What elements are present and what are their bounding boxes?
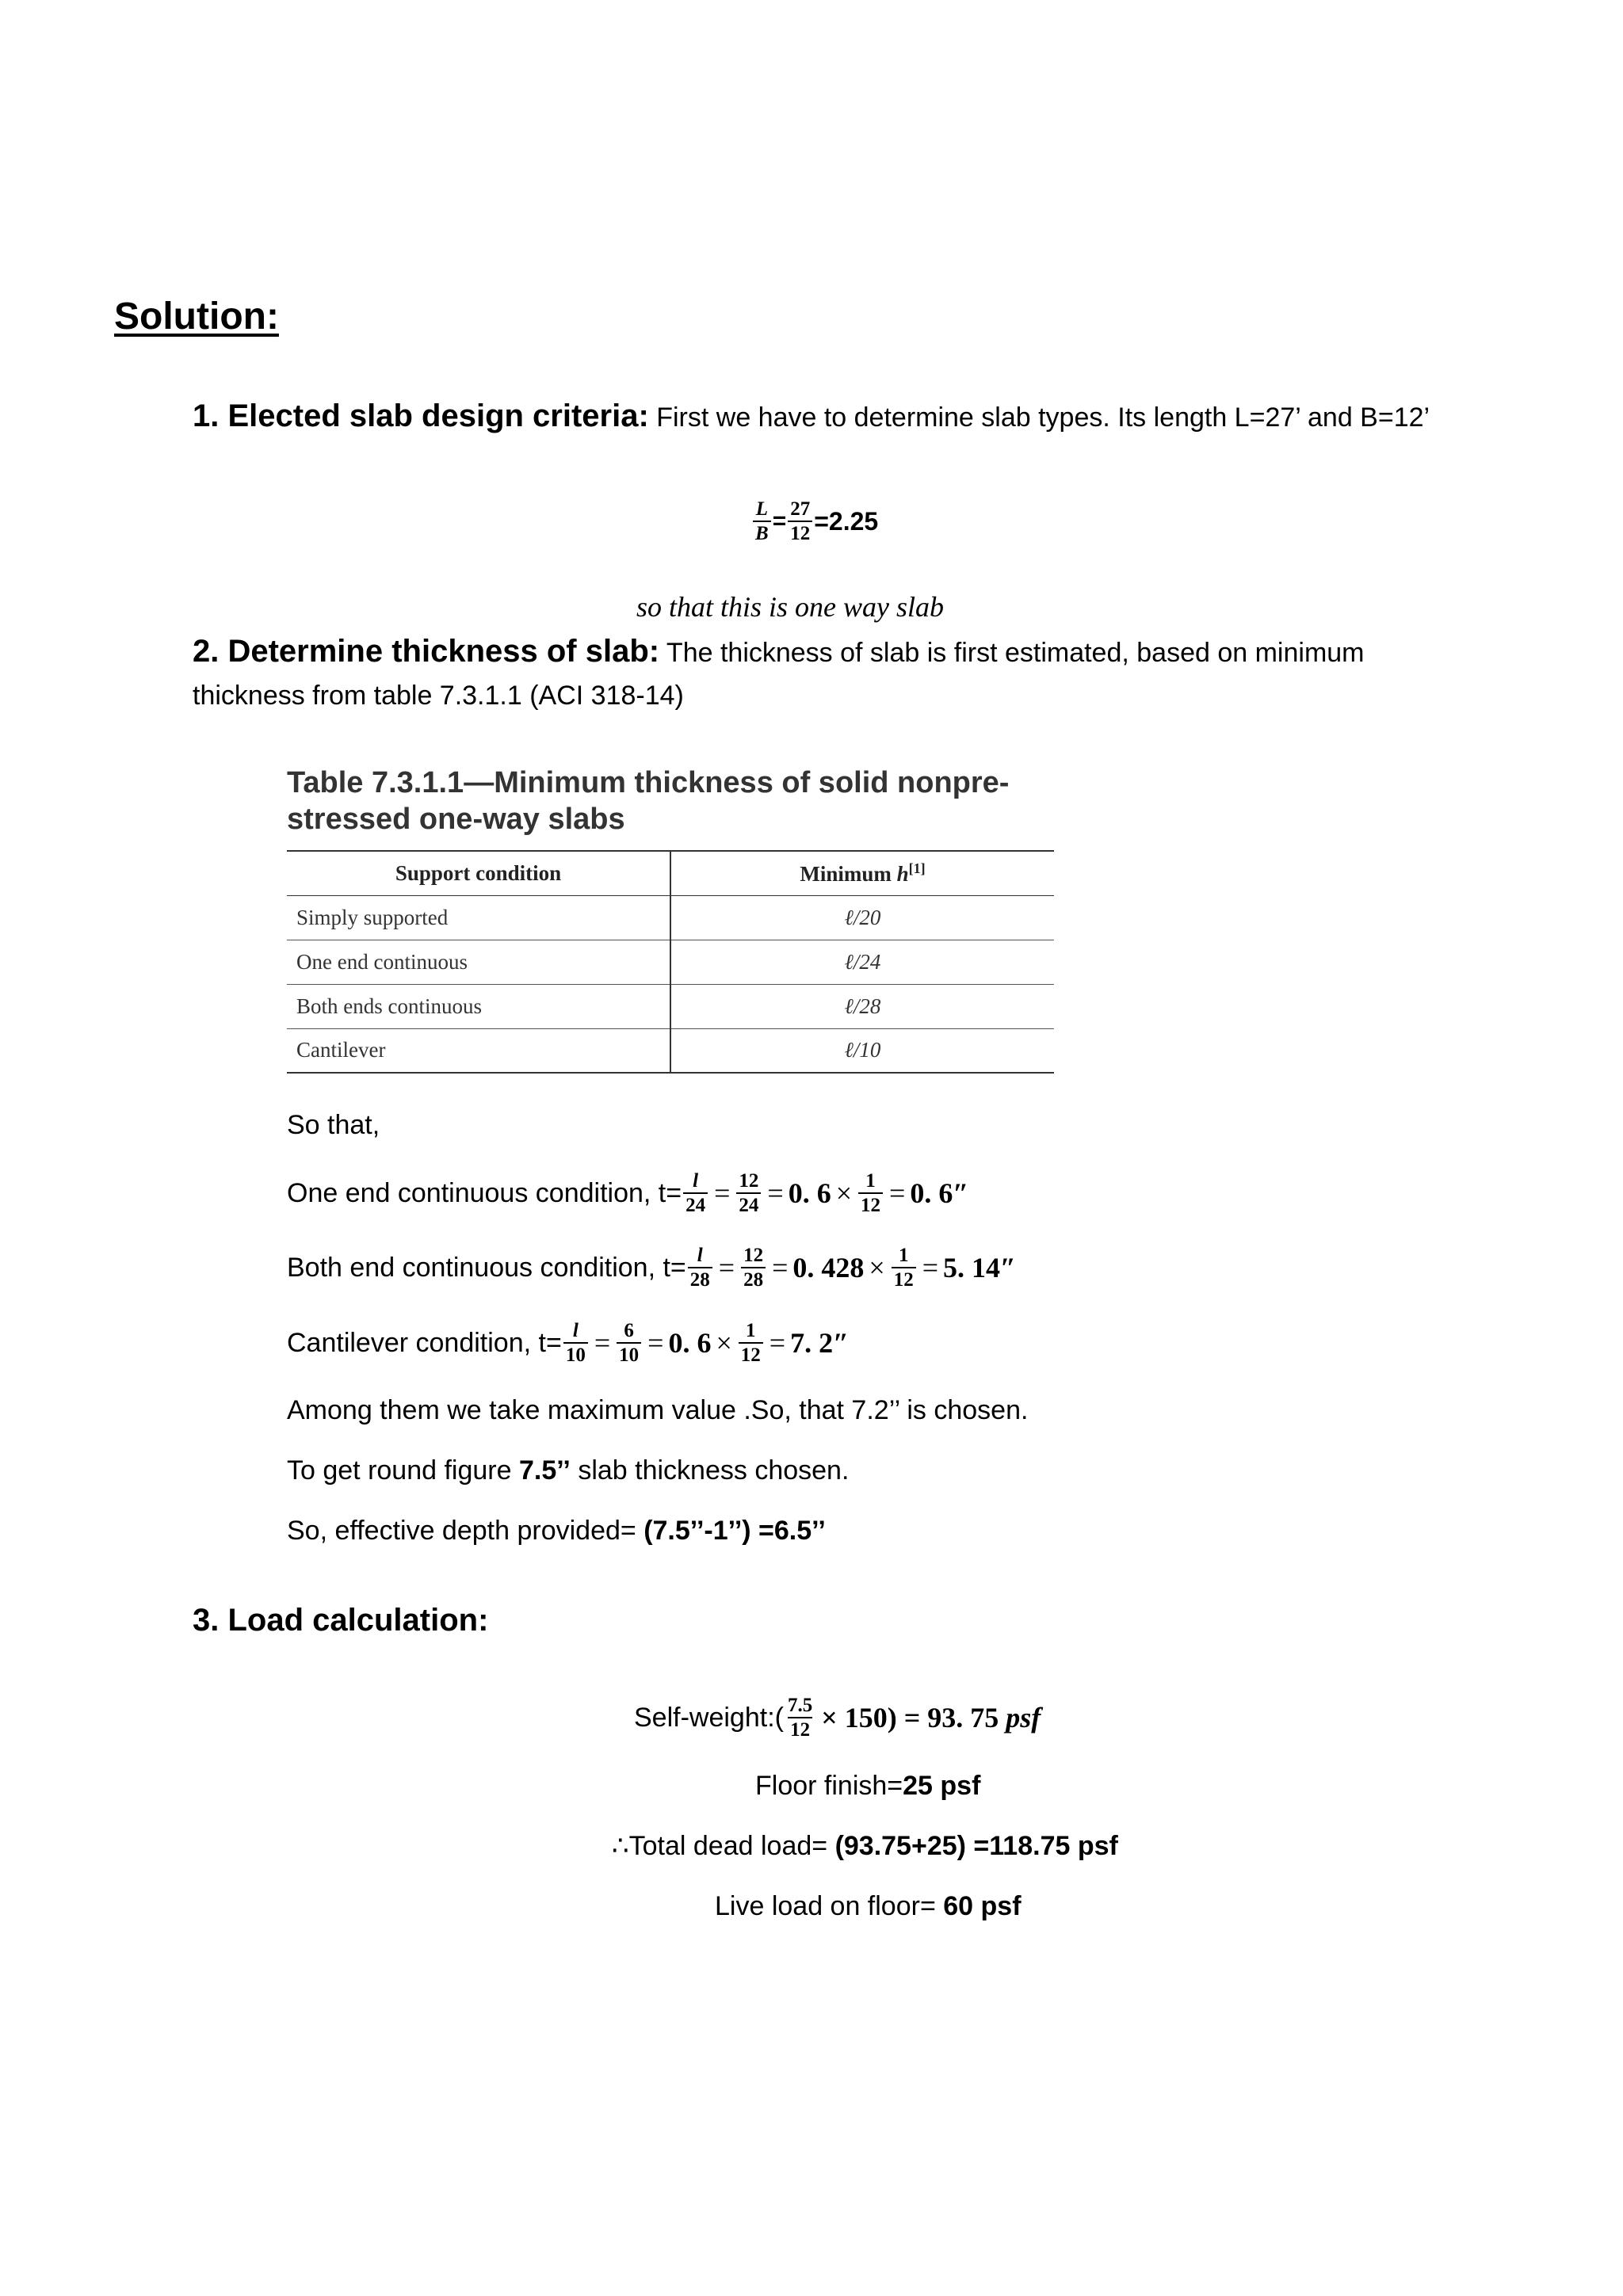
- among-text: Among them we take maximum value .So, that 7.2’’ is chosen.: [287, 1395, 1029, 1425]
- table-row: [287, 895, 1054, 940]
- solution-heading: Solution:: [114, 296, 279, 338]
- table-header-row: [287, 851, 1054, 895]
- live-load-text: Live load on floor= 60 psf: [715, 1891, 1022, 1921]
- table-cell: Both ends continuous: [287, 984, 670, 1028]
- section-1-title: 1. Elected slab design criteria:: [193, 399, 649, 433]
- one-way-conclusion: so that this is one way slab: [636, 591, 945, 623]
- table-row: [287, 984, 1054, 1028]
- table-cell: ℓ/24: [670, 940, 1054, 984]
- minimum-thickness-table: [287, 850, 1054, 1074]
- self-weight-equation: Self-weight:( $\frac{7.5}{12}$ × 150) = 93. 75 psf: [634, 1695, 1041, 1741]
- table-cell: One end continuous: [287, 940, 670, 984]
- header-minimum-h: Minimum h[1]: [670, 851, 1054, 895]
- fraction-l-over-b: $\frac{L}{B}$: [753, 499, 771, 543]
- section-3-title: 3. Load calculation:: [193, 1603, 489, 1638]
- table-cell: ℓ/20: [670, 895, 1054, 940]
- table-row: [287, 940, 1054, 984]
- fraction-27-over-12: $\frac{27}{12}$: [788, 499, 812, 543]
- so-that-text: So that,: [287, 1110, 380, 1140]
- floor-finish-text: Floor finish=25 psf: [755, 1771, 981, 1801]
- total-dead-load-text: ∴Total dead load= (93.75+25) =118.75 psf: [612, 1831, 1118, 1861]
- table-title: Table 7.3.1.1—Minimum thickness of solid nonpre- stressed one-way slabs: [287, 766, 1010, 836]
- table-cell: ℓ/28: [670, 984, 1054, 1028]
- section-2-title: 2. Determine thickness of slab:: [193, 634, 660, 669]
- header-support-condition: Support condition: [287, 851, 670, 895]
- table-cell: ℓ/10: [670, 1028, 1054, 1073]
- ratio-equation: $\frac{L}{B}$ = $\frac{27}{12}$ =2.25: [751, 499, 878, 543]
- both-end-equation: Both end continuous condition, t= $\frac{l}{28}$ = $\frac{12}{28}$ = 0. 428 × $\frac{1}{12}$ = 5. 14″: [287, 1245, 1016, 1291]
- section-2-line-2: thickness from table 7.3.1.1 (ACI 318-14): [193, 681, 684, 711]
- section-1-line: [193, 400, 1430, 433]
- table-cell: Simply supported: [287, 895, 670, 940]
- table-row: [287, 1028, 1054, 1073]
- section-2-text: The thickness of slab is first estimated, based on minimum: [659, 638, 1365, 668]
- section-2-line-1: [193, 635, 1365, 669]
- round-figure-text: To get round figure 7.5’’ slab thickness chosen.: [287, 1455, 850, 1486]
- table-cell: Cantilever: [287, 1028, 670, 1073]
- one-end-equation: One end continuous condition, t= $\frac{l}{24}$ = $\frac{12}{24}$ = 0. 6 × $\frac{1}{12}$ = 0. 6″: [287, 1170, 969, 1216]
- cantilever-equation: Cantilever condition, t= $\frac{l}{10}$ = $\frac{6}{10}$ = 0. 6 × $\frac{1}{12}$ = 7. 2″: [287, 1320, 849, 1366]
- effective-depth-text: So, effective depth provided= (7.5’’-1’’) =6.5’’: [287, 1516, 826, 1546]
- section-1-text: First we have to determine slab types. Its length L=27’ and B=12’: [648, 402, 1430, 433]
- ratio-result: =2.25: [814, 506, 879, 536]
